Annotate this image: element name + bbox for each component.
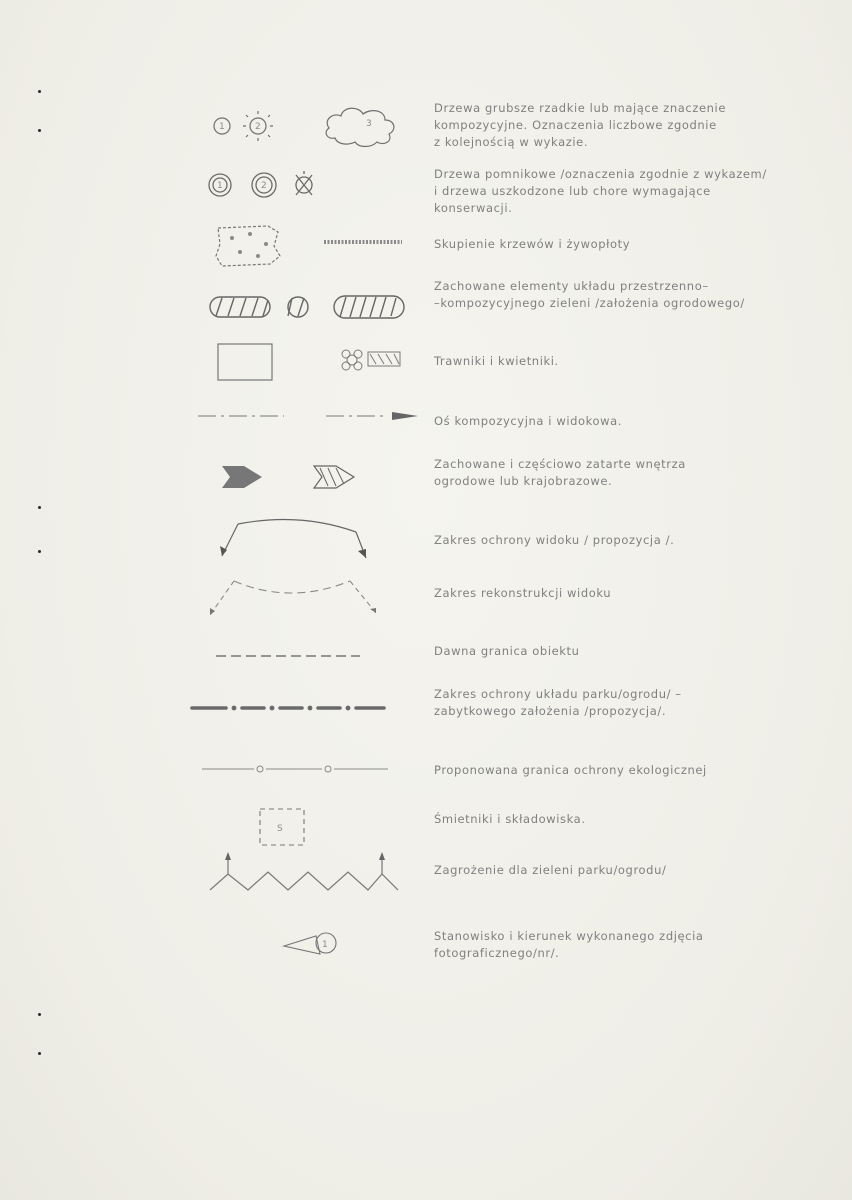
legend-symbol-photo-station <box>180 928 420 962</box>
legend-symbol-shrubs <box>180 220 420 268</box>
legend-symbol-preserved-elements <box>180 290 420 324</box>
legend-description: Zakres ochrony widoku / propozycja /. <box>434 533 675 547</box>
legend-description: Proponowana granica ochrony ekologicznej <box>434 763 707 777</box>
legend-symbol-view-protection <box>180 518 420 564</box>
legend-symbol-interiors <box>180 460 420 494</box>
legend-symbol-waste <box>180 805 420 849</box>
tree-number-label: 1 <box>219 122 225 132</box>
legend-symbol-trees <box>180 100 420 150</box>
waste-label: S <box>277 824 283 834</box>
legend-description: Dawna granica obiektu <box>434 644 580 658</box>
margin-mark <box>38 1013 41 1016</box>
legend-symbol-park-protection <box>180 699 420 717</box>
legend-symbol-threat <box>180 850 420 894</box>
legend-description: Stanowisko i kierunek wykonanego zdjęcia fotograficznego/nr/. <box>434 929 704 960</box>
legend-symbol-view-reconstruction <box>180 575 420 621</box>
legend-symbol-axis <box>180 406 420 426</box>
legend-description: Zagrożenie dla zieleni parku/ogrodu/ <box>434 863 667 877</box>
legend-description: Zakres rekonstrukcji widoku <box>434 586 612 600</box>
tree-number-label: 2 <box>261 181 267 191</box>
legend-description: Oś kompozycyjna i widokowa. <box>434 414 623 428</box>
legend-symbol-former-boundary <box>180 648 420 664</box>
legend-description: Drzewa grubsze rzadkie lub mające znaczenie kompozycyjne. Oznaczenia liczbowe zgodnie z kolejnością w wykazie. <box>434 101 727 149</box>
legend-description: Skupienie krzewów i żywopłoty <box>434 237 631 251</box>
legend-description: Zakres ochrony układu parku/ogrodu/ – zabytkowego założenia /propozycja/. <box>434 687 682 718</box>
tree-number-label: 2 <box>255 122 261 132</box>
margin-mark <box>38 129 41 132</box>
margin-mark <box>38 90 41 93</box>
legend-symbol-ecological-boundary <box>180 760 420 778</box>
legend-description: Śmietniki i składowiska. <box>434 812 586 826</box>
tree-number-label: 1 <box>217 181 223 191</box>
tree-number-label: 3 <box>366 119 372 129</box>
legend-description: Zachowane i częściowo zatarte wnętrza ogrodowe lub krajobrazowe. <box>434 457 686 488</box>
photo-number-label: 1 <box>322 940 328 950</box>
margin-mark <box>38 506 41 509</box>
legend-symbol-monument-trees <box>180 165 420 205</box>
legend-description: Drzewa pomnikowe /oznaczenia zgodnie z wykazem/ i drzewa uszkodzone lub chore wymagające konserwacji. <box>434 167 767 215</box>
legend-description: Zachowane elementy układu przestrzenno– –kompozycyjnego zieleni /założenia ogrodowego/ <box>434 279 745 310</box>
margin-mark <box>38 550 41 553</box>
legend-symbol-lawns <box>180 342 420 382</box>
legend-description: Trawniki i kwietniki. <box>434 354 559 368</box>
margin-mark <box>38 1052 41 1055</box>
